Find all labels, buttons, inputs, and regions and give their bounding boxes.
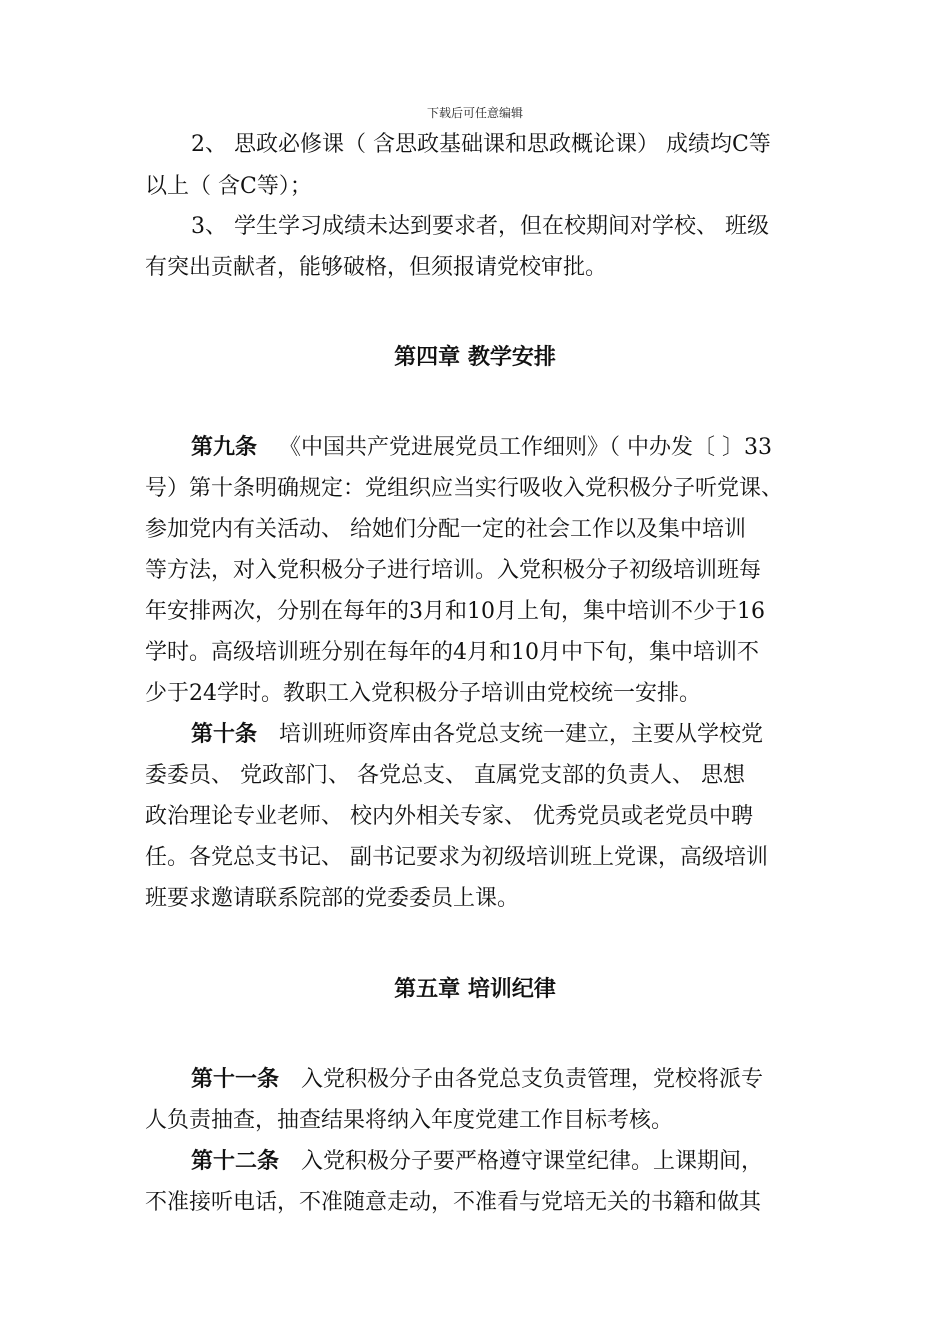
text-line: 2、 思政必修课（ 含思政基础课和思政概论课） 成绩均C等 xyxy=(191,132,771,157)
text-line: 年安排两次，分别在每年的3月和10月上旬，集中培训不少于16 xyxy=(145,599,765,624)
text-line: 号）第十条明确规定：党组织应当实行吸收入党积极分子听党课、 xyxy=(145,476,784,501)
article-eleven-first-line xyxy=(191,1066,763,1094)
text-line: 班要求邀请联系院部的党委委员上课。 xyxy=(145,886,520,911)
article-ten-first-line xyxy=(191,721,763,749)
article-ten-label: 第十条 xyxy=(191,722,258,747)
text-line: 不准接听电话，不准随意走动，不准看与党培无关的书籍和做其 xyxy=(145,1190,762,1215)
article-nine-first-line xyxy=(191,434,772,462)
text-segment: 入党积极分子要严格遵守课堂纪律。上课期间， xyxy=(301,1149,764,1174)
text-line: 以上（ 含C等）； xyxy=(145,174,312,199)
text-segment: 入党积极分子由各党总支负责管理，党校将派专 xyxy=(301,1067,764,1092)
text-line: 人负责抽查，抽查结果将纳入年度党建工作目标考核。 xyxy=(145,1108,674,1133)
text-line: 任。各党总支书记、 副书记要求为初级培训班上党课，高级培训 xyxy=(145,845,768,870)
article-nine-label: 第九条 xyxy=(191,435,258,460)
text-line: 委委员、 党政部门、 各党总支、 直属党支部的负责人、 思想 xyxy=(145,763,745,788)
chapter-five-heading: 第五章 培训纪律 xyxy=(394,977,556,1002)
text-line: 参加党内有关活动、 给她们分配一定的社会工作以及集中培训 xyxy=(145,517,746,542)
text-line: 少于24学时。教职工入党积极分子培训由党校统一安排。 xyxy=(145,681,701,706)
text-line: 政治理论专业老师、 校内外相关专家、 优秀党员或老党员中聘 xyxy=(145,804,753,829)
text-line: 学时。高级培训班分别在每年的4月和10月中下旬，集中培训不 xyxy=(145,640,759,665)
text-line: 有突出贡献者，能够破格，但须报请党校审批。 xyxy=(145,255,608,280)
article-twelve-first-line xyxy=(191,1148,763,1176)
text-line: 等方法，对入党积极分子进行培训。入党积极分子初级培训班每 xyxy=(145,558,762,583)
text-segment: 培训班师资库由各党总支统一建立，主要从学校党 xyxy=(279,722,764,747)
article-eleven-label: 第十一条 xyxy=(191,1067,280,1092)
page-header-note: 下载后可任意编辑 xyxy=(426,106,523,120)
text-line: 3、 学生学习成绩未达到要求者，但在校期间对学校、 班级 xyxy=(191,214,769,239)
chapter-four-heading: 第四章 教学安排 xyxy=(394,345,556,370)
article-twelve-label: 第十二条 xyxy=(191,1149,280,1174)
text-segment: 《中国共产党进展党员工作细则》（ 中办发〔 〕33 xyxy=(279,435,772,460)
